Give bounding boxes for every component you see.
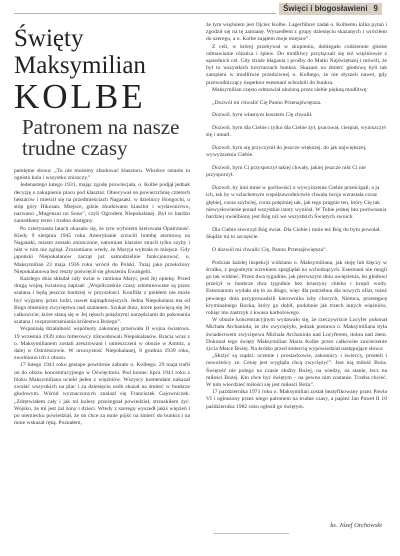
prayer-line: Dozwól, bym się przyczynił do jeszcze większej, do jak największej, wywyższenia Ciebie. xyxy=(206,145,367,159)
header-rule xyxy=(14,13,276,14)
section-tag xyxy=(279,3,382,15)
prayer-line: Dozwól, bym dla Ciebie i tylko dla Ciebie żył, pracował, cierpiał, wyniszczył się i umarł. xyxy=(206,125,386,139)
subtitle xyxy=(22,117,190,159)
title-line-3: KOLBE xyxy=(14,77,146,116)
right-column xyxy=(206,22,387,411)
title-line-2: Maksymilian xyxy=(14,52,146,79)
paragraph: Podczas każdej inspekcji widziano o. Maksymiliana, jak stoję lub klęczy w środku, z pogodnym wzrokiem spoglądał na wchodzących. Esesmani nie mogli go tak widzieć. Przez dwa tygodnie, jak pierwszym dniu uwięzienia, bo głodowi przeżył w bunkrze dwa tygodnie bez kruszyny chleba i kropli wody. Esesmanom wydało się to za długo, więc dla potrzebna dla nowych ofiar, tożeż pewnego dnia przyprowadzili kierownika izby chorych, Niemca, przestępcę kryminalnego Bocka, który go dobił, podobnie jak trzech innych więźniów, robiąc mu zastrzyk z kwasu karbolowego. xyxy=(206,259,387,317)
paragraph: 17 października 1971 roku o. Maksymilian został beatyfikowany przez Pawła VI i ogłoszony przez niego patronem na trudne czasy, a papież Jan Paweł II 10 października 1982 roku ogłosił go świętym. xyxy=(206,389,387,410)
paragraph: 17 lutego 1941 roku gestapo powtórnie zabrało o. Kolbego. 29 maja trafił on do obozu koncentracyjnego w Oświęcimiu. Pod koniec lipca 1941 roku z bloku Maksymiliana uciekł jeden z więźniów. Wszyscy komendant nakazał zwołać wszystkich na plac i za dziesięciu osób skazał na śmierć w bunkrze głodowym. Wśród wyznaczonych znalazł się Franciszek Gajowniczek. „Zdrętwiałem cały i jak mi kolesy przeżegnał powiedział, strzaskiłem żyć. Wojsko, że mi jest żal żony i dzieci. Wtedy z szeregu wyszedł jakiś więzień i po niemiecku powiedział, że on chce za mnie pójść na śmierć do bunkra i na mnie wskazał ręką. Poznałem, xyxy=(14,362,190,427)
right-article-text xyxy=(206,22,387,94)
subtitle-line: Patronem na nasze xyxy=(22,115,180,139)
subtitle-line: trudne czasy xyxy=(22,136,128,160)
paragraph: pamiętne słowa: „Tu nie możemy zbudować klasztoru. Wkrótce ostanie tu ognista kula i wszystko zniszczy.” xyxy=(14,168,190,182)
prayer-line: Dozwól, bym własnym kosztem Cię chwalił. xyxy=(212,112,313,119)
right-article-text-2 xyxy=(206,260,387,411)
prayer xyxy=(206,100,387,254)
prayer-line: Dla Ciebie stworzył Bóg świat. Dla Ciebie i mnie też Bóg do bytu powołał. Skądże mi to szczęście. xyxy=(206,226,381,241)
paragraph: „Służyć są rządzi: uczenie i prostackowie, zakonnicy i świeccy, prosteli i nowożeńcy ze. Cenię jest wygląda chcą zwyciężyć”. Jest nią miłość Boża. Świętość nie polega na czasie służby Bożej, na wiedzy, na stanie, lecz na miłości Bożej. Kto chce być świętym – na pewno nim zostanie. Trzeba chcieć. W nim wiecdzieć miłości się jest miłości Boża”. xyxy=(206,353,387,389)
section-title: Święci i błogosławieni xyxy=(283,4,368,13)
author-signature: ks. Józef Orchowski xyxy=(330,522,382,529)
title-line-1: Święty xyxy=(14,25,84,52)
paragraph: Po czterynastu latach okazało się, że tym wyborem kierowała Opatrzność. Kiedy 9 sierpnia 1945 roku Amerykanie zrzucili bombę atomową na Nagasaki, miasto zostało zniszczone, natomiast klasztor stracił tylko szyby i nikt w nim nie zginął. Zrozumiano wtedy, że Maryja wybrała to miejsce. Gdy japoński Niepokalanów zaczął już samodzielnie funkcjonować, o. Maksymilian 23 maja 1936 roku wrócił do Polski. Tutaj jako przełożony Niepokalanowa bez reszty poświęcił się głoszeniu Ewangelii. xyxy=(14,225,190,275)
signature-rule xyxy=(213,533,289,534)
prayer-line: Dozwól, by inni mnie w gorliwości o wywyższenie Ciebie prześcigali, a ja ich, tak by w szlachetnym współzawodnictwie chwała twoja wzrastała coraz głębiej, coraz szybciej, coraz potężniej tak, jak tego pragnie ten, który Cię tak niewysłowienie ponad wszystkie istoty wyniósł. W Tobie jednej bez porównania bardziej uwielbiony jest Bóg niż we wszystkich Świętych swoich. xyxy=(206,185,387,221)
prayer-line: „Dozwól mi chwalić Cię Panno Przenajświętsza. xyxy=(212,99,322,106)
page-number: 9 xyxy=(373,4,378,13)
page-header xyxy=(0,0,400,18)
paragraph: Maksymilian często odmawiał ułożoną przez siebie piękną modlitwę: xyxy=(212,86,368,93)
paragraph: Jedenastego lutego 1931, mając zgodę prowincjała, o. Kolbe podjął jednak decyzję o zakupieniu placu pod klasztor. Obiecywał on powierzchnię czterech hektarów i mieścił się na przedmieściach Nagasaki, w dzielnicy Hongochi, u stóp góry Hikosan. Miejsce, gdzie zbudowano klasztor i wydawnictwo, nazwano „Mugenzai no Sono”, czyli Ogrodem Niepokalanej. Był to bardzo zaniedbany teren i trudno dostępny. xyxy=(14,182,190,225)
left-article-text xyxy=(14,168,190,427)
paragraph: W obozie koncentracyjnym wydawało się, że rzeczywiście Lucyfer pokonał Michała Archanioła, że zło zwyciężyło, jednak postawa o. Maksymiliana była świadectwem zwycięstwa Michała Archanioła nad Lucyferem, dobra nad złem. Dokonał tego święty Maksymilian Maria Kolbe przez całkowite zawierzenie życia Matce Bożej. Na krótko przed śmiercią wypowiedział następujące słowa: xyxy=(206,317,387,353)
left-column xyxy=(14,22,190,427)
paragraph: że tym więźniem jest Ojciec Kolbe. Lagerführer zadał o. Kolbemu kilka pytań i zgodził się na tę zamianę. Wyszedłem z grupy dziesięciu skazanych i wróciłem do szeregu, a o. Kolbe zająłem moje miejsce”. xyxy=(206,22,387,43)
prayer-line: O dozwól mi chwalić Cię, Panno Przenajświętsza”. xyxy=(212,246,327,253)
paragraph: Wspaniałą działalność wspólnoty zakonnej przerwała II wojna światowa. 19 września 1939 roku hitlerowcy zlikwidowali Niepokalanów. Braciа wraz z o. Maksymilianem zostali aresztowani i umieszczeni w obozie w Amtitz, a dalej w Ostrzeszowie. W uroczystość Niepokalanej, 8 grudnia 1939 roku, zwolniono ich z obozu. xyxy=(14,326,190,362)
prayer-line: Dozwól, bym Ci przysporzył takiej chwały, jakiej jeszcze nikt Ci nie przysporzył. xyxy=(206,165,366,179)
paragraph: Każdego dnia składał cały świat w ramiona Maryi, pod Jej opiekę. Przed drugą wojną światową napisał: „Współcześnie czasy zdominowane są przez szatana i będą jeszcze bardziej w przyszłości. Konflikt z piekłem nie może być wygrany przez ludzi, nawet najmądrzejszych. Jedna Niepokalana ma od Boga obietnicę zwycięstwa nad szatanem. Szukał dusz, które poświęcą się Jej całkowicie; które staną się w Jej rękach potężnymi narzędziami do pokonania szatana i rozprzestrzeniania królestwa Bożego”. xyxy=(14,276,190,326)
paragraph: Z celi, w której przebywał w skupieniu, dobiegało codziennie głośne odmawianie różańca i śpiew. Do modlitwy przyłączali się też więźniowie z sąsiednich cel. Gdy straże błagania i prośby do Matki Najświętszej i mówili, że był to wszystkich korytarzach bunkra. Skazani na śmierć głodową byli tak zatopieni w modlitwie przedziwnej o. Kolbego, że nie słyszeli nawet, gdy przewodniczący inspektor esesmani schodzili do bunkra. xyxy=(206,43,387,86)
